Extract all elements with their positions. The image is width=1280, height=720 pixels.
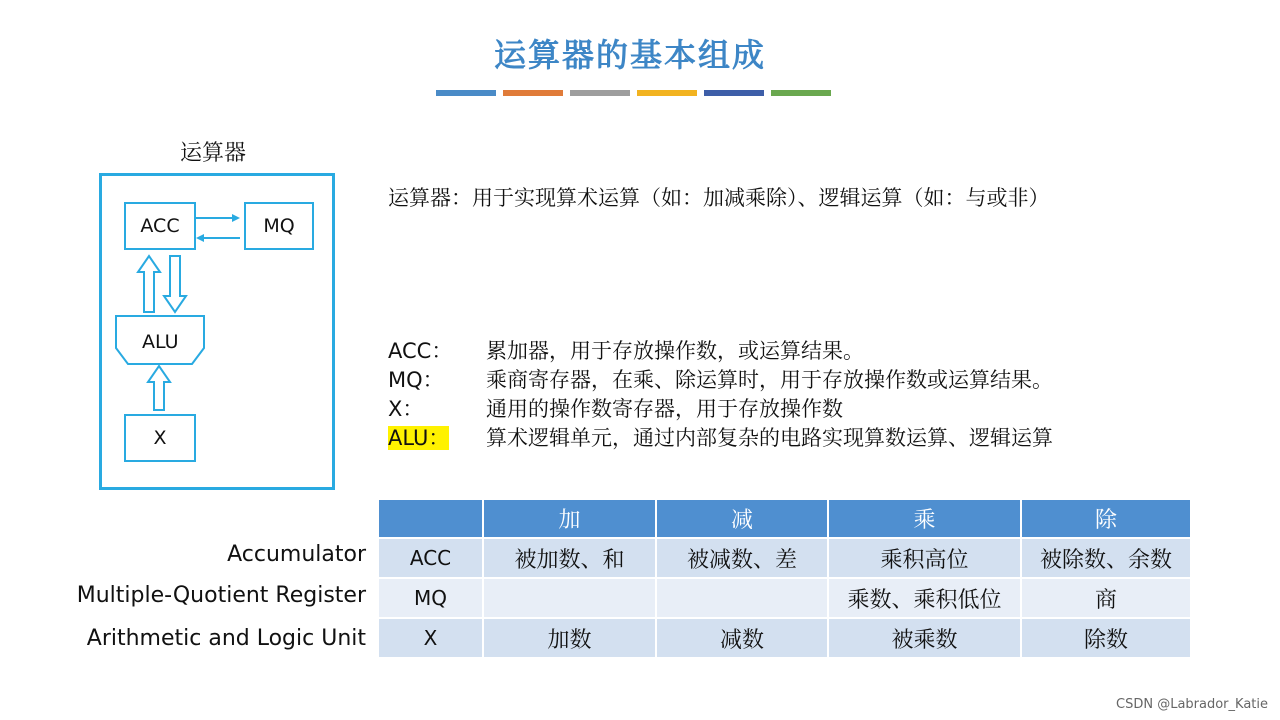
row-label-mq: Multiple-Quotient Register (76, 583, 366, 608)
table-cell: ACC (379, 538, 483, 578)
table-cell: 被加数、和 (483, 538, 656, 578)
row-label-accumulator: Accumulator (227, 542, 366, 567)
table-header-empty (379, 500, 483, 538)
page-title: 运算器的基本组成 (493, 36, 766, 74)
table-header-sub: 减 (656, 500, 828, 538)
definition-text: 累加器，用于存放操作数，或运算结果。 (486, 338, 864, 363)
mq-to-acc-arrowhead (196, 234, 204, 242)
definition-mq (388, 364, 1053, 393)
definition-term: X： (388, 396, 424, 421)
register-role-table (379, 500, 1192, 659)
table-cell: 乘积高位 (828, 538, 1021, 578)
alu-description: 运算器：用于实现算术运算（如：加减乘除）、逻辑运算（如：与或非） (388, 186, 1050, 210)
table-cell: X (379, 618, 483, 658)
definition-text: 乘商寄存器，在乘、除运算时，用于存放操作数或运算结果。 (486, 367, 1053, 392)
table-cell: 被减数、差 (656, 538, 828, 578)
table-header-mul: 乘 (828, 500, 1021, 538)
acc-to-mq-arrowhead (232, 214, 240, 222)
table-cell: 被除数、余数 (1021, 538, 1191, 578)
definition-term: MQ： (388, 367, 444, 392)
table-header-add: 加 (483, 500, 656, 538)
table-cell: 被乘数 (828, 618, 1021, 658)
table-header-div: 除 (1021, 500, 1191, 538)
definition-x (388, 393, 1053, 422)
table-cell: MQ (379, 578, 483, 618)
table-row (379, 618, 1191, 658)
table-row (379, 538, 1191, 578)
watermark: CSDN @Labrador_Katie (1116, 697, 1268, 712)
table-cell: 减数 (656, 618, 828, 658)
definition-acc (388, 335, 1053, 364)
table-cell: 除数 (1021, 618, 1191, 658)
table-row (379, 578, 1191, 618)
alu-label: ALU (142, 331, 179, 353)
color-segment (436, 90, 496, 96)
x-to-alu-hollow-arrow (148, 366, 170, 410)
acc-to-alu-hollow-arrow (164, 256, 186, 312)
acc-register: ACC (124, 202, 196, 250)
color-segment (503, 90, 563, 96)
table-cell: 加数 (483, 618, 656, 658)
color-segment (570, 90, 630, 96)
decorative-color-bar (436, 90, 831, 96)
table-cell (483, 578, 656, 618)
alu-block-diagram (99, 173, 335, 490)
x-register: X (124, 414, 196, 462)
color-segment (771, 90, 831, 96)
color-segment (704, 90, 764, 96)
definition-text: 算术逻辑单元，通过内部复杂的电路实现算数运算、逻辑运算 (486, 425, 1053, 450)
color-segment (637, 90, 697, 96)
definition-list (388, 335, 1053, 451)
alu-to-acc-hollow-arrow (138, 256, 160, 312)
table-cell: 商 (1021, 578, 1191, 618)
mq-register: MQ (244, 202, 314, 250)
table-cell (656, 578, 828, 618)
definition-term: ACC： (388, 338, 453, 363)
definition-text: 通用的操作数寄存器，用于存放操作数 (486, 396, 843, 421)
row-label-alu: Arithmetic and Logic Unit (86, 626, 366, 651)
definition-alu (388, 422, 1053, 451)
diagram-caption: 运算器 (180, 141, 247, 166)
definition-term-highlighted: ALU： (388, 425, 450, 450)
table-cell: 乘数、乘积低位 (828, 578, 1021, 618)
